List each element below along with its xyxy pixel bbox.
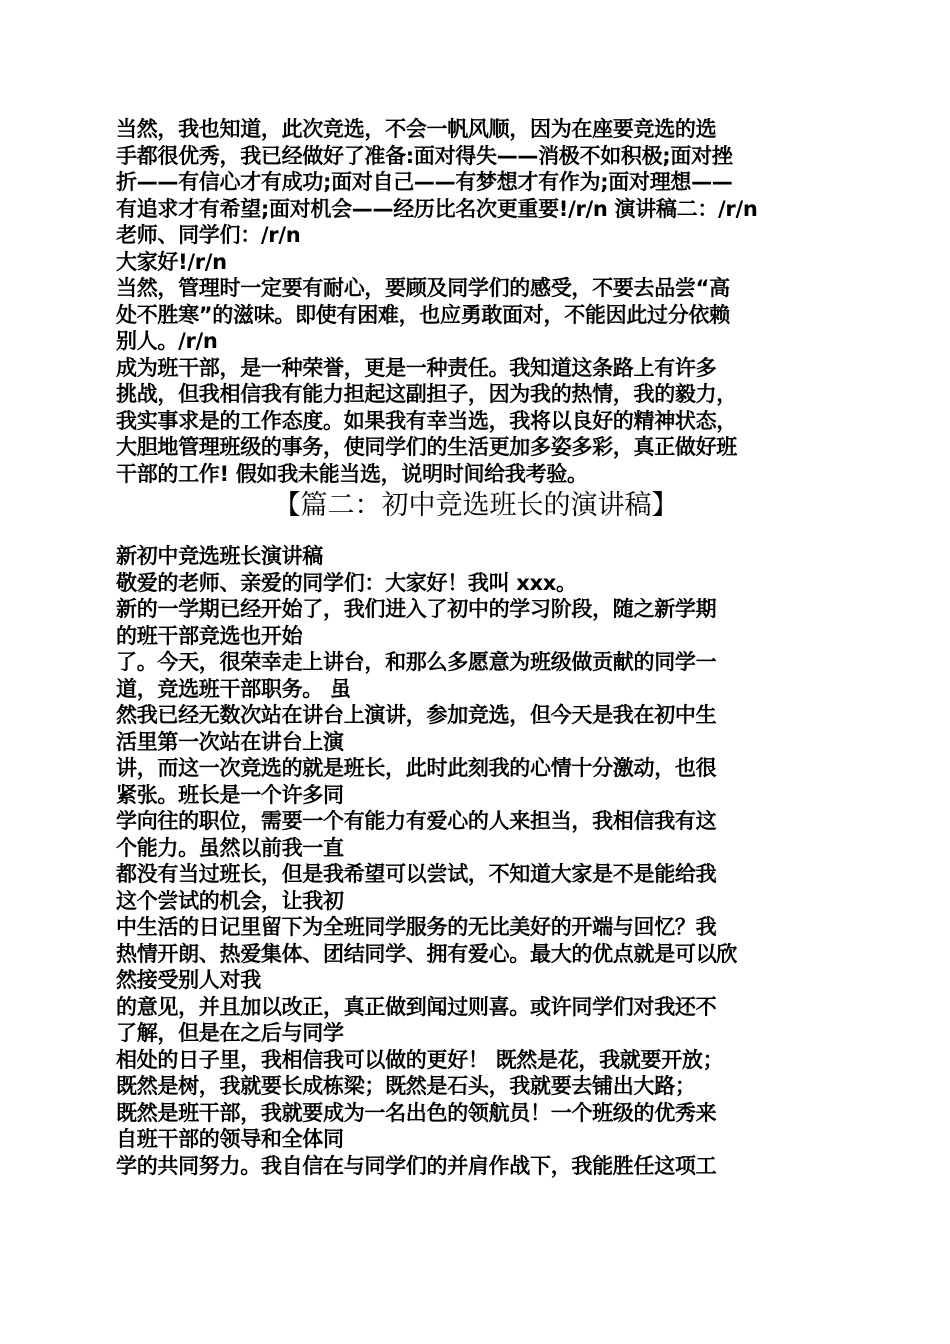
section-two-text-line: 新初中竞选班长演讲稿	[116, 544, 323, 568]
section-two-text-line: 活里第一次站在讲台上演	[116, 729, 344, 754]
speech-section-one	[116, 116, 836, 487]
section-one-text-line: 有追求才有希望;面对机会——经历比名次更重要!/r/n 演讲稿二：/r/n	[116, 196, 758, 221]
section-two-text-line: 中生活的日记里留下为全班同学服务的无比美好的开端与回忆？我	[116, 915, 717, 939]
section-two-text-line: 学向往的职位，需要一个有能力有爱心的人来担当，我相信我有这	[116, 809, 717, 833]
section-one-text-line: 大家好!/r/n	[116, 249, 227, 274]
section-two-text-line: 紧张。班长是一个许多同	[116, 782, 344, 807]
section-two-text-line: 了解，但是在之后与同学	[116, 1021, 344, 1045]
section-two-text-line: 自班干部的领导和全体同	[116, 1127, 344, 1151]
section-two-text-line: 敬爱的老师、亲爱的同学们：大家好！我叫 xxx。	[116, 570, 577, 595]
section-one-text-line: 处不胜寒”的滋味。即使有困难，也应勇敢面对，不能因此过分依赖	[116, 302, 730, 327]
section-two-text-line: 然接受别人对我	[116, 968, 261, 992]
section-two-text-line: 相处的日子里，我相信我可以做的更好！ 既然是花，我就要开放；	[116, 1047, 724, 1072]
section-one-text-line: 折——有信心才有成功;面对自己——有梦想才有作为;面对理想——	[116, 170, 733, 194]
section-two-text-line: 然我已经无数次站在讲台上演讲，参加竞选，但今天是我在初中生	[116, 703, 717, 727]
section-two-text-line: 道，竞选班干部职务。 虽	[116, 676, 351, 701]
section-two-text-line: 都没有当过班长，但是我希望可以尝试，不知道大家是不是能给我	[116, 862, 717, 886]
section-two-text-line: 的班干部竞选也开始	[116, 623, 303, 648]
section-two-text-line: 既然是班干部，我就要成为一名出色的领航员！一个班级的优秀来	[116, 1100, 717, 1125]
section-two-text-line: 热情开朗、热爱集体、团结同学、拥有爱心。最大的优点就是可以欣	[116, 941, 737, 966]
speech-section-two	[116, 543, 836, 1179]
section-two-text-line: 新的一学期已经开始了，我们进入了初中的学习阶段，随之新学期	[116, 597, 717, 621]
section-two-text-line: 了。今天，很荣幸走上讲台，和那么多愿意为班级做贡献的同学一	[116, 650, 717, 674]
document-body	[116, 116, 836, 1179]
section-two-text-line: 的意见，并且加以改正，真正做到闻过则喜。或许同学们对我还不	[116, 994, 717, 1019]
section-one-text-line: 挑战，但我相信我有能力担起这副担子，因为我的热情，我的毅力，	[116, 382, 737, 406]
section-heading: 【篇二：初中竞选班长的演讲稿】	[273, 490, 679, 521]
section-one-text-line: 手都很优秀，我已经做好了准备:面对得失——消极不如积极;面对挫	[116, 143, 733, 168]
section-one-text-line: 我实事求是的工作态度。如果我有幸当选，我将以良好的精神状态，	[116, 408, 737, 433]
section-two-text-line: 讲，而这一次竞选的就是班长，此时此刻我的心情十分激动，也很	[116, 756, 717, 780]
section-one-text-line: 大胆地管理班级的事务，使同学们的生活更加多姿多彩，真正做好班	[116, 435, 737, 459]
section-two-text-line: 既然是树，我就要长成栋梁；既然是石头，我就要去铺出大路；	[116, 1074, 696, 1098]
section-one-text-line: 成为班干部，是一种荣誉，更是一种责任。我知道这条路上有许多	[116, 355, 717, 380]
section-one-text-line: 当然，管理时一定要有耐心，要顾及同学们的感受，不要去品尝“高	[116, 276, 730, 300]
section-two-text-line: 个能力。虽然以前我一直	[116, 835, 344, 860]
section-one-text-line: 别人。/r/n	[116, 329, 218, 353]
section-one-text-line: 干部的工作! 假如我未能当选，说明时间给我考验。	[116, 461, 588, 486]
section-two-text-line: 这个尝试的机会，让我初	[116, 888, 344, 913]
section-one-text-line: 当然，我也知道，此次竞选，不会一帆风顺，因为在座要竞选的选	[116, 117, 717, 141]
section-two-text-line: 学的共同努力。我自信在与同学们的并肩作战下，我能胜任这项工	[116, 1153, 717, 1178]
section-one-text-line: 老师、同学们：/r/n	[116, 223, 301, 247]
